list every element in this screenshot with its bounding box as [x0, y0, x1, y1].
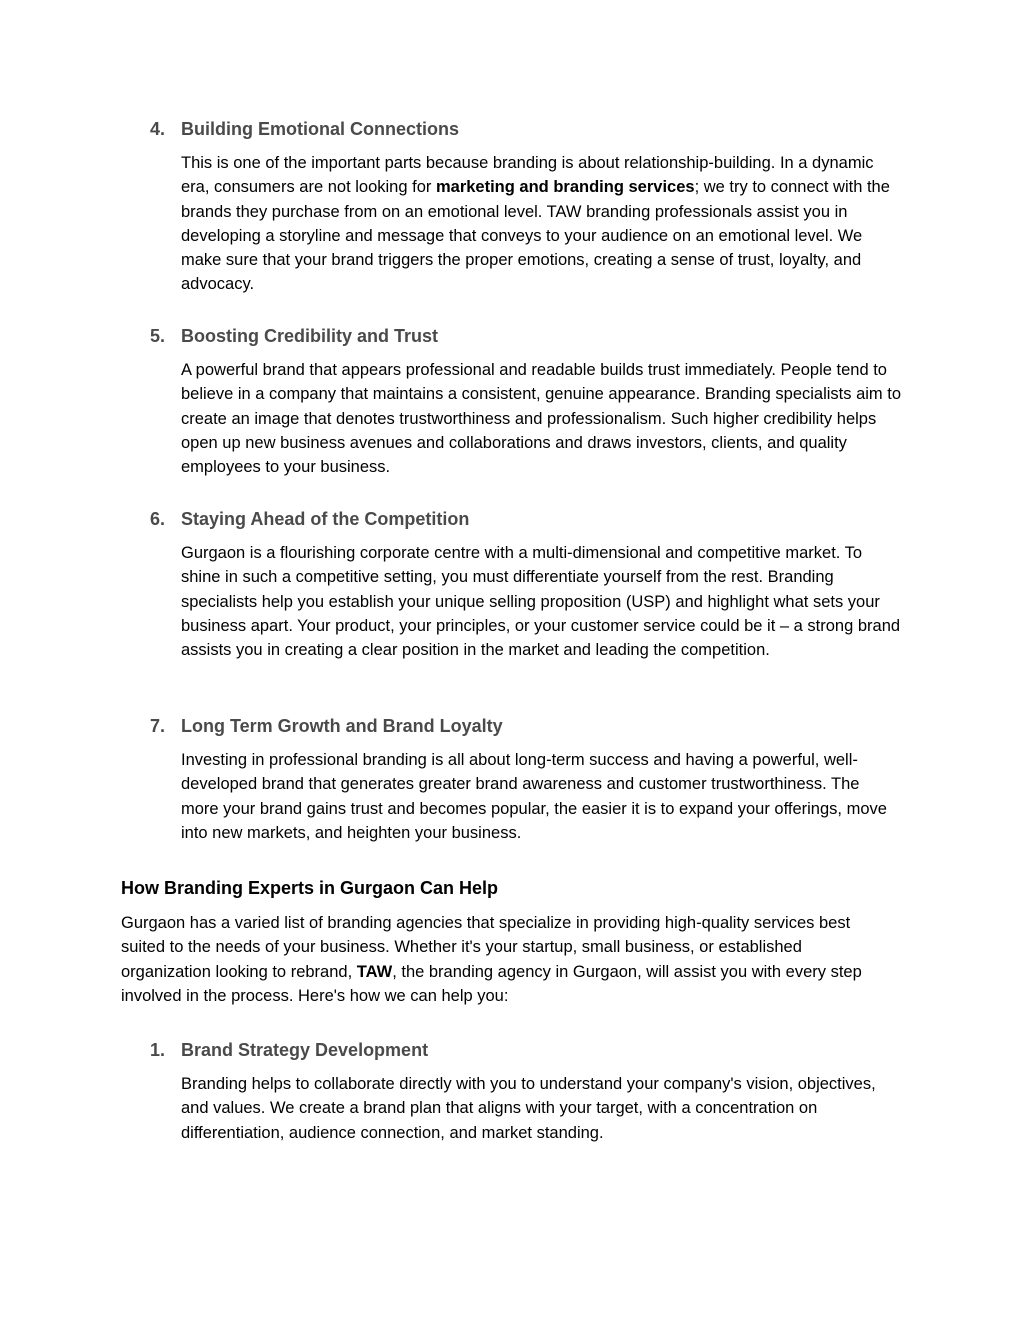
- list-item-number: 5.: [150, 326, 166, 346]
- paragraph-text: , the branding agency in Gurgaon, will assist you with every step involved in the process. Here's how we can help you:: [121, 962, 862, 1005]
- list-item-heading: [150, 716, 910, 744]
- section-heading: How Branding Experts in Gurgaon Can Help: [121, 878, 499, 898]
- list-item-heading: [150, 119, 910, 147]
- list-item-title: Brand Strategy Development: [181, 1040, 429, 1060]
- list-item-body: Investing in professional branding is all about long-term success and having a powerful, well-developed brand that generates greater brand awareness and customer trustworthiness. The more your brand gains trust and becomes popular, the easier it is to expand your offerings, move into new markets, and heighten your business.: [181, 751, 887, 842]
- list-item-title: Long Term Growth and Brand Loyalty: [181, 716, 503, 736]
- list-item-title: Boosting Credibility and Trust: [181, 326, 439, 346]
- list-item-heading: [150, 1040, 910, 1068]
- body-text: ; we try to connect with the brands they purchase from on an emotional level. TAW branding professionals assist you in developing a storyline and message that conveys to your audience on an emotional level. We make sure that your brand triggers the proper emotions, creating a sense of trust, loyalty, and advocacy.: [181, 178, 890, 294]
- list-item-number: 4.: [150, 119, 166, 139]
- list-item-body: [181, 151, 901, 297]
- list-item-body: A powerful brand that appears professional and readable builds trust immediately. People tend to believe in a company that maintains a consistent, genuine appearance. Branding specialists aim to create an image that denotes trustworthiness and professionalism. Such higher credibility helps open up new business avenues and collaborations and draws investors, clients, and quality employees to your business.: [181, 361, 902, 477]
- list-item-number: 6.: [150, 509, 166, 529]
- section-paragraph: [121, 911, 891, 1008]
- bold-phrase: marketing and branding services: [435, 178, 695, 197]
- list-item-body: Gurgaon is a flourishing corporate centre with a multi-dimensional and competitive market. To shine in such a competitive setting, you must differentiate yourself from the rest. Branding specialists help you establish your unique selling proposition (USP) and highlight what sets your business apart. Your product, your principles, or your customer service could be it – a strong brand assists you in creating a clear position in the market and leading the competition.: [181, 544, 901, 660]
- list-item-staying-ahead: [150, 509, 910, 662]
- list-item-number: 7.: [150, 716, 166, 736]
- list-item-body: Branding helps to collaborate directly with you to understand your company's vision, objectives, and values. We create a brand plan that aligns with your target, with a concentration on differentiation, audience connection, and market standing.: [181, 1075, 876, 1142]
- list-item-long-term-growth: [150, 716, 910, 845]
- body-text: This is one of the important parts because branding is about relationship-building. In a dynamic era, consumers are not looking for: [181, 154, 874, 197]
- list-item-title: Building Emotional Connections: [181, 119, 459, 139]
- list-item-heading: [150, 326, 910, 354]
- list-item-heading: [150, 509, 910, 537]
- bold-phrase: TAW: [356, 962, 393, 981]
- list-item-brand-strategy: [150, 1040, 910, 1145]
- list-item-number: 1.: [150, 1040, 166, 1060]
- list-item-building-emotional-connections: [150, 119, 910, 297]
- list-item-title: Staying Ahead of the Competition: [181, 509, 470, 529]
- list-item-boosting-credibility: [150, 326, 910, 479]
- paragraph-text: Gurgaon has a varied list of branding agencies that specialize in providing high-quality services best suited to the needs of your business. Whether it's your startup, small business, or established organization looking to rebrand,: [121, 914, 851, 981]
